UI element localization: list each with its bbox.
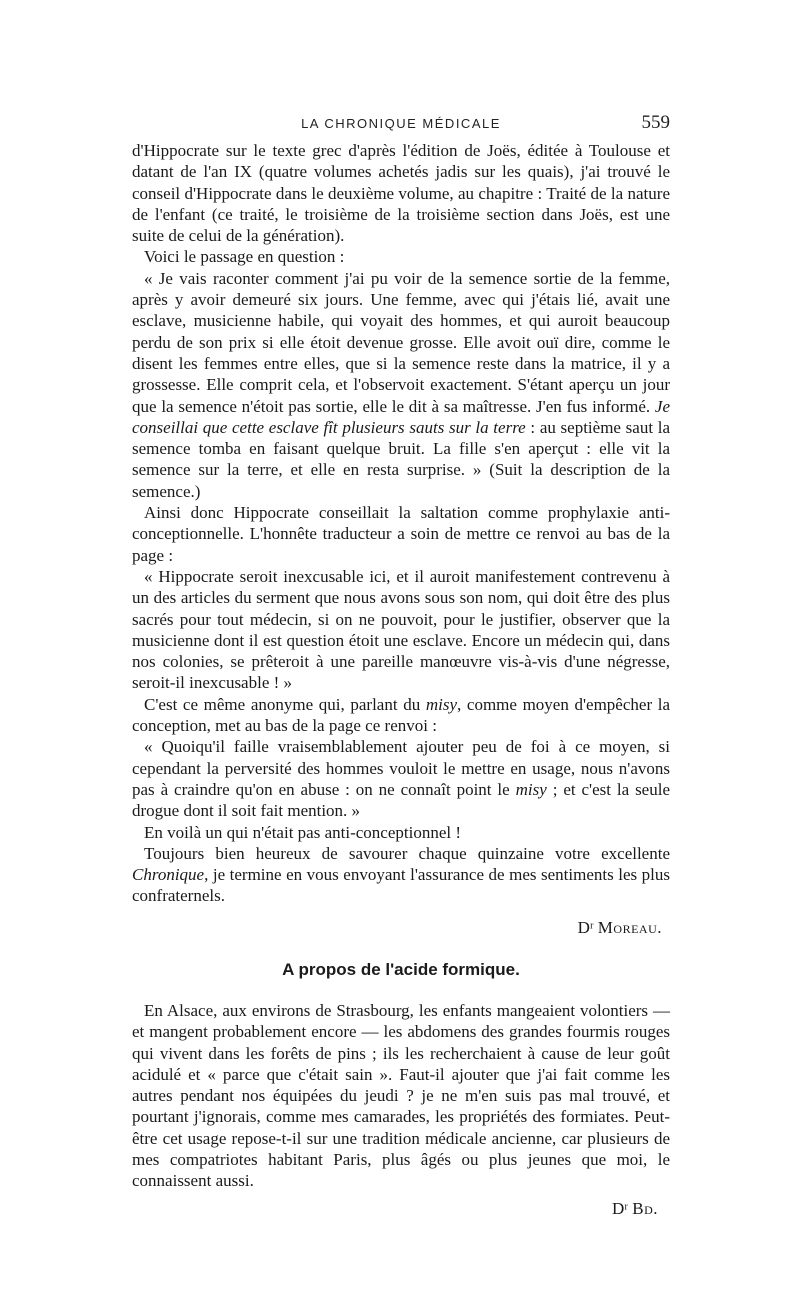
running-title: LA CHRONIQUE MÉDICALE (301, 116, 501, 131)
misy-note-end: ; et c'est la seule drogue dont il soit fait mention. » (132, 779, 670, 821)
letter-signature (132, 917, 670, 938)
quote-italic: Je conseillai que cette esclave fît plusieurs sauts sur la terre (132, 396, 671, 437)
quote-text: « Je vais raconter comment j'ai pu voir de la semence sortie de la femme, après y avoir demeuré six jours. Une femme, avec qui j'étais lié, avait une esclave, musicienne habile, qui voyait des hommes, et qui auroit beaucoup perdu de son prix si elle étoit devenue grosse. Elle avoit ouï dire, comme le disent les femmes entre elles, que si la semence reste dans la matrice, il y a grossesse. Elle comprit cela, et l'observoit exactement. S'étant aperçu un jour que la semence n'étoit pas sortie, elle le dit à sa maîtresse. J'en fus informé. (132, 268, 670, 416)
running-header (132, 110, 670, 140)
book-page (132, 110, 670, 1219)
translator-note-quote: « Hippocrate seroit inexcusable ici, et il auroit manifestement contrevenu à un des articles du serment que nous avons sous son nom, qui doit être des plus sacrés pour tout médecin, si on ne pouvoit, pour le justifier, observer que la musicienne dont il est question étoit une esclave. Encore un médecin qui, dans nos colonies, se prêteroit à une pareille manœuvre vis-à-vis d'une négresse, seroit-il inexcusable ! » (132, 566, 670, 693)
page-number: 559 (641, 112, 670, 133)
chronique-word: Chronique (132, 865, 205, 885)
hippocrates-quote (132, 268, 670, 502)
article-title: A propos de l'acide formique. (282, 959, 520, 979)
closing-continuation: , je termine en vous envoyant l'assurance de mes sentiments les plus confraternels. (132, 865, 670, 906)
misy-note-quote (132, 736, 670, 821)
letter-section (132, 140, 670, 938)
misy-word-2: misy (515, 779, 547, 799)
letter-paragraph-4: En voilà un qui n'était pas anti-conceptionnel ! (144, 822, 461, 842)
closing-paragraph (132, 843, 670, 907)
misy-paragraph (132, 694, 670, 737)
signature-name: Moreau. (597, 917, 662, 937)
article-paragraph: En Alsace, aux environs de Strasbourg, les enfants mangeaient volontiers — et mangent probablement encore — les abdomens des grandes fourmis rouges qui vivent dans les forêts de pins ; ils les recherchaient à cause de leur goût acidulé et « parce que c'était sain ». Faut-il ajouter que j'ai fait comme les autres pendant nos équipées du jeudi ? je ne m'en suis pas mal trouvé, et pourtant j'ignorais, comme mes camarades, les propriétés des formiates. Peut-être cet usage repose-t-il sur une tradition médicale ancienne, car plusieurs de mes compatriotes habitant Paris, plus âgés ou plus jeunes que moi, le connaissent aussi. (132, 1000, 670, 1191)
article-signature-name: Bd. (632, 1198, 658, 1218)
quote-continuation: : au septième saut la semence tomba en faisant quelque bruit. La fille s'en aperçut : elle vit la semence sur la terre, et elle en resta surprise. » (Suit la description de la semence.) (132, 417, 670, 501)
letter-paragraph-1: d'Hippocrate sur le texte grec d'après l'édition de Joës, éditée à Toulouse et datant de l'an IX (quatre volumes achetés jadis sur les quais), j'ai trouvé le conseil d'Hippocrate dans le deuxième volume, au chapitre : Traité de la nature de l'enfant (ce traité, le troisième de la troisième section dans Joës, est une suite de celui de la génération). (132, 141, 670, 246)
article-section (132, 1000, 670, 1219)
article-signature (132, 1198, 670, 1219)
misy-intro: C'est ce même anonyme qui, parlant du (144, 694, 421, 714)
signature-title: Dʳ (577, 917, 594, 937)
letter-paragraph-3: Ainsi donc Hippocrate conseillait la saltation comme prophylaxie anti-conceptionnelle. L'honnête traducteur a soin de mettre ce renvoi au bas de la page : (132, 503, 670, 565)
misy-continuation: , comme moyen d'empêcher la conception, met au bas de la page ce renvoi : (132, 694, 671, 736)
misy-word: misy (425, 694, 458, 714)
letter-paragraph-2: Voici le passage en question : (144, 247, 345, 267)
article-signature-title: Dʳ (612, 1198, 628, 1218)
misy-note-text: « Quoiqu'il faille vraisemblablement ajouter peu de foi à ce moyen, si cependant la perversité des hommes vouloit le mettre en usage, nous n'avons pas à craindre qu'on en abuse : on ne connaît point le (132, 737, 670, 799)
closing-intro: Toujours bien heureux de savourer chaque quinzaine votre excellente (144, 843, 670, 863)
